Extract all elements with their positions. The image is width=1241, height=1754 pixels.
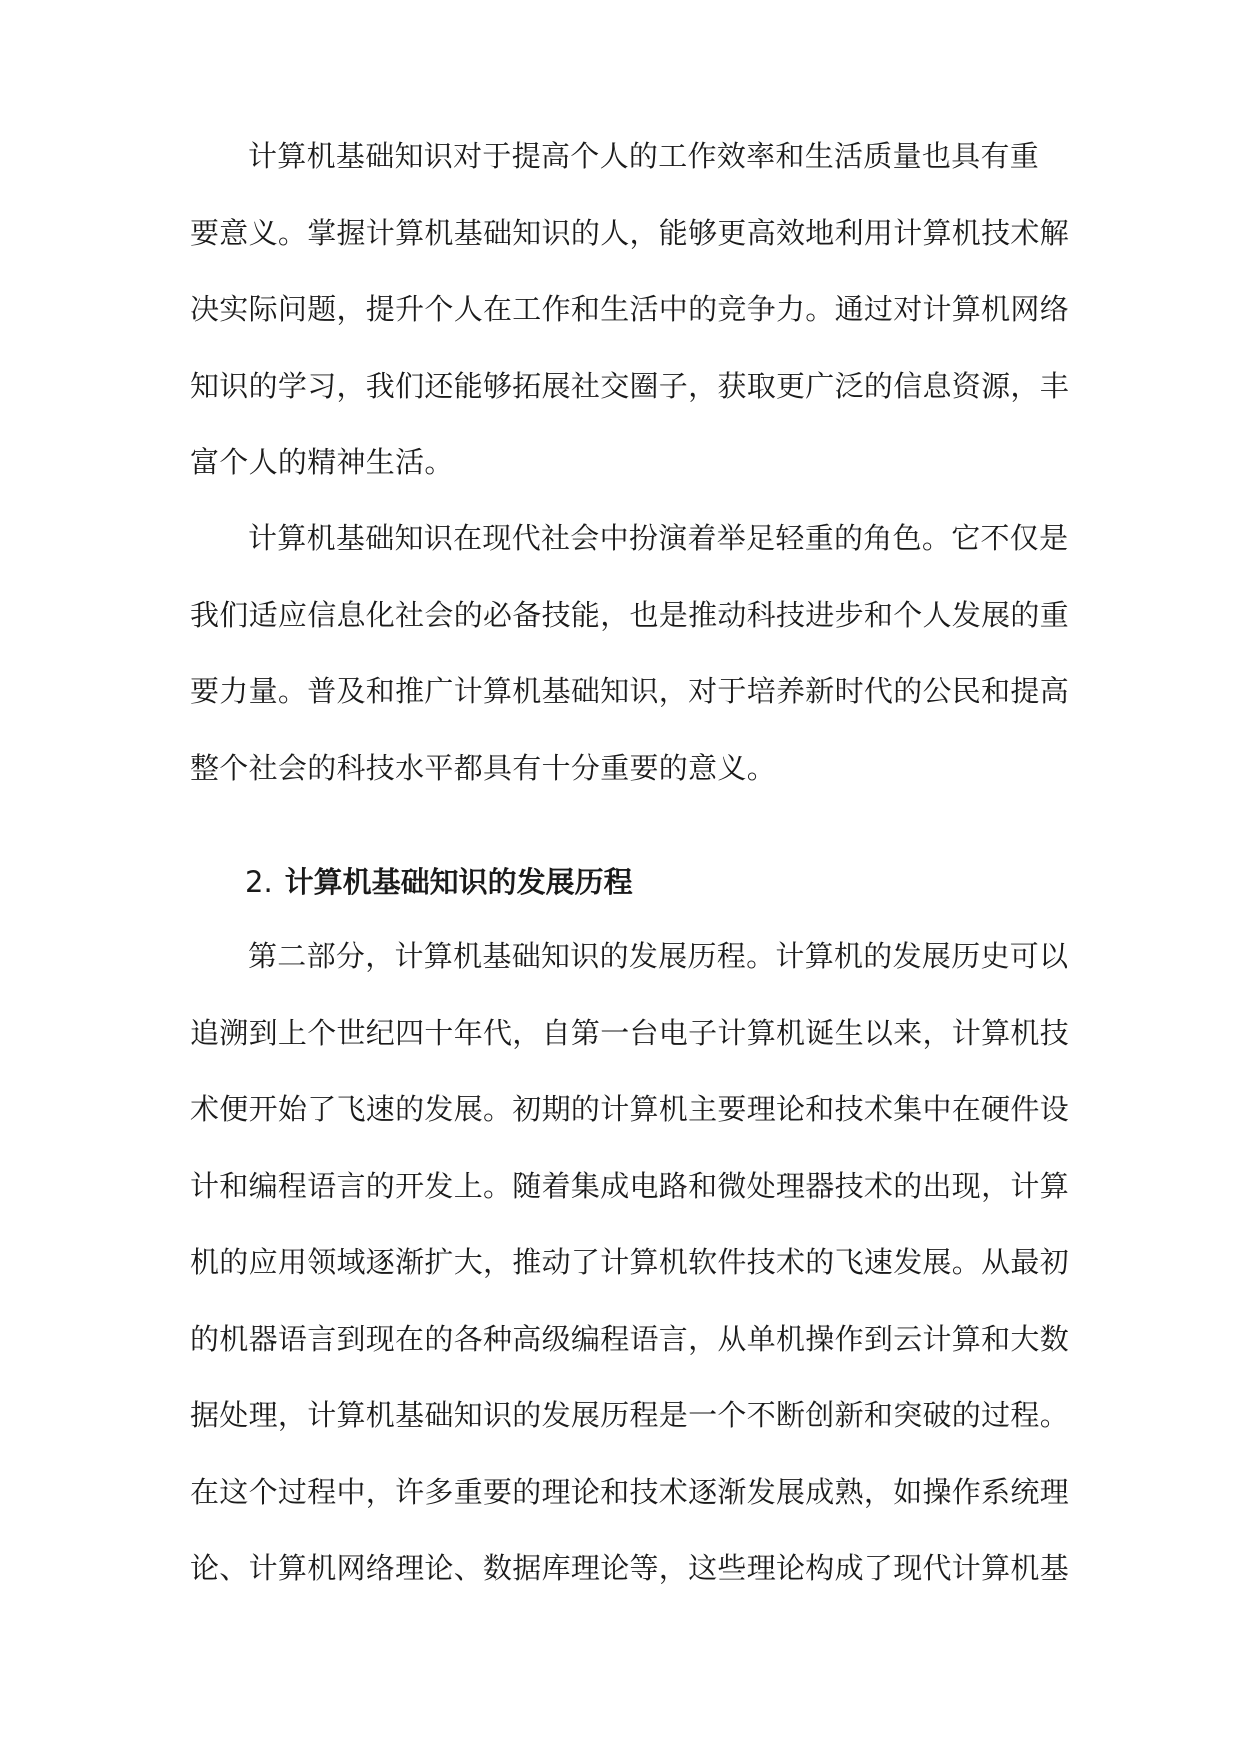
paragraph-line: 第二部分，计算机基础知识的发展历程。计算机的发展历史可以	[248, 939, 1069, 973]
paragraph-line: 追溯到上个世纪四十年代，自第一台电子计算机诞生以来，计算机技	[190, 1015, 1070, 1050]
paragraph-line: 的机器语言到现在的各种高级编程语言，从单机操作到云计算和大数	[190, 1321, 1070, 1356]
paragraph-line: 机的应用领域逐渐扩大，推动了计算机软件技术的飞速发展。从最初	[190, 1245, 1070, 1279]
paragraph-line: 富个人的精神生活。	[190, 445, 454, 479]
paragraph-line: 知识的学习，我们还能够拓展社交圈子，获取更广泛的信息资源，丰	[190, 368, 1070, 403]
paragraph-line: 要力量。普及和推广计算机基础知识，对于培养新时代的公民和提高	[190, 674, 1070, 708]
section-heading	[245, 852, 633, 912]
section-title: 计算机基础知识的发展历程	[284, 865, 633, 899]
paragraph-line: 计算机基础知识在现代社会中扮演着举足轻重的角色。它不仅是	[248, 521, 1069, 555]
paragraph-line: 据处理，计算机基础知识的发展历程是一个不断创新和突破的过程。	[190, 1398, 1070, 1432]
paragraph-1	[190, 118, 1070, 501]
paragraph-line: 计算机基础知识对于提高个人的工作效率和生活质量也具有重	[248, 139, 1040, 173]
paragraph-line: 计和编程语言的开发上。随着集成电路和微处理器技术的出现，计算	[190, 1168, 1070, 1203]
paragraph-line: 决实际问题，提升个人在工作和生活中的竞争力。通过对计算机网络	[190, 292, 1070, 326]
paragraph-line: 整个社会的科技水平都具有十分重要的意义。	[190, 750, 777, 785]
paragraph-line: 论、计算机网络理论、数据库理论等，这些理论构成了现代计算机基	[190, 1551, 1070, 1585]
section-number: 2.	[245, 865, 273, 899]
paragraph-line: 在这个过程中，许多重要的理论和技术逐渐发展成熟，如操作系统理	[190, 1474, 1070, 1509]
paragraph-line: 要意义。掌握计算机基础知识的人，能够更高效地利用计算机技术解	[190, 215, 1070, 250]
paragraph-3	[190, 918, 1070, 1607]
paragraph-line: 我们适应信息化社会的必备技能，也是推动科技进步和个人发展的重	[190, 597, 1070, 632]
paragraph-line: 术便开始了飞速的发展。初期的计算机主要理论和技术集中在硬件设	[190, 1092, 1070, 1126]
paragraph-2	[190, 500, 1070, 806]
